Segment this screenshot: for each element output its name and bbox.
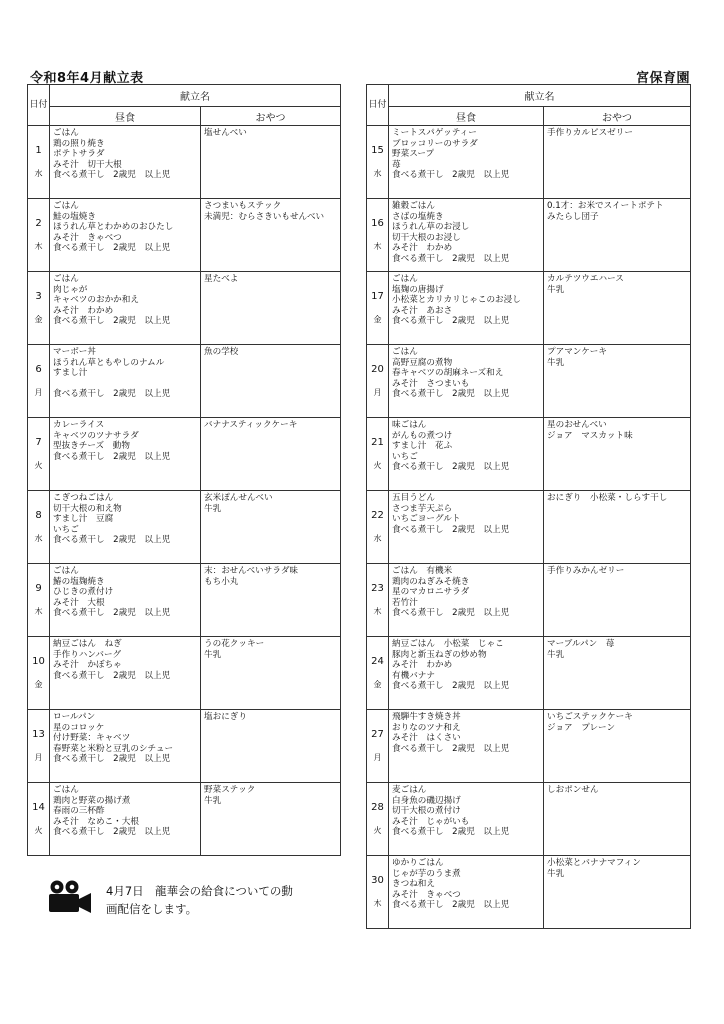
lunch-cell bbox=[50, 126, 201, 199]
snack-item: 玄米ぽんせんべい bbox=[204, 493, 273, 503]
day-number: 6 bbox=[35, 363, 42, 375]
snack-item: ジョア マスカット味 bbox=[547, 430, 633, 441]
lunch-item: いちごヨーグルト bbox=[392, 514, 461, 525]
lunch-item: 食べる煮干し 2歳児 以上児 bbox=[392, 316, 510, 327]
day-number: 3 bbox=[35, 290, 42, 302]
lunch-item: いちご bbox=[392, 451, 418, 462]
day-number: 27 bbox=[371, 728, 384, 740]
snack-item: さつまいもステック bbox=[204, 201, 282, 211]
lunch-item: ミートスパゲッティー bbox=[392, 128, 477, 138]
lunch-item: 食べる煮干し 2歳児 以上児 bbox=[53, 827, 171, 838]
lunch-item: ごはん bbox=[392, 274, 418, 284]
lunch-item: 食べる煮干し 2歳児 以上児 bbox=[392, 389, 510, 400]
lunch-item: 手作りハンバーグ bbox=[53, 649, 122, 660]
lunch-item: 野菜スープ bbox=[392, 149, 435, 160]
lunch-cell bbox=[389, 564, 544, 637]
day-number: 10 bbox=[32, 655, 45, 667]
lunch-item: 食べる煮干し 2歳児 以上児 bbox=[392, 253, 510, 264]
snack-item: 手作りみかんゼリー bbox=[547, 566, 625, 576]
lunch-item: 高野豆腐の煮物 bbox=[392, 357, 453, 368]
weekday: 金 bbox=[373, 679, 382, 689]
lunch-item: 納豆ごはん 小松菜 じゃこ bbox=[392, 639, 504, 649]
day-cell bbox=[367, 710, 389, 783]
menu-name-header: 献立名 bbox=[389, 85, 691, 107]
lunch-item: 納豆ごはん ねぎ bbox=[53, 639, 122, 649]
lunch-item: ほうれん草とわかめのおひたし bbox=[53, 222, 174, 233]
lunch-cell bbox=[50, 345, 201, 418]
lunch-item: 付け野菜：キャベツ bbox=[53, 733, 131, 744]
snack-item: しおポンせん bbox=[547, 785, 599, 795]
menu-row bbox=[367, 710, 691, 783]
snack-item: ジョア プレーン bbox=[547, 722, 616, 733]
day-cell bbox=[367, 783, 389, 856]
day-number: 9 bbox=[35, 582, 42, 594]
day-number: 15 bbox=[371, 144, 384, 156]
lunch-item: 食べる煮干し 2歳児 以上児 bbox=[392, 170, 510, 181]
snack-cell bbox=[544, 637, 691, 710]
lunch-cell bbox=[389, 272, 544, 345]
lunch-item: ごはん bbox=[392, 347, 418, 357]
lunch-item: 食べる煮干し 2歳児 以上児 bbox=[53, 670, 171, 681]
snack-item: 野菜ステック bbox=[204, 785, 256, 795]
snack-cell bbox=[544, 783, 691, 856]
day-number: 21 bbox=[371, 436, 384, 448]
lunch-item: 有機バナナ bbox=[392, 670, 435, 681]
lunch-item: 食べる煮干し 2歳児 以上児 bbox=[392, 681, 510, 692]
snack-item: 星たべよ bbox=[204, 274, 239, 284]
lunch-cell bbox=[50, 783, 201, 856]
lunch-item: みそ汁 はくさい bbox=[392, 733, 461, 744]
snack-cell bbox=[201, 126, 341, 199]
snack-cell bbox=[201, 272, 341, 345]
day-cell bbox=[367, 199, 389, 272]
day-cell bbox=[367, 856, 389, 929]
snack-item: 塩せんべい bbox=[204, 128, 247, 138]
day-number: 24 bbox=[371, 655, 384, 667]
lunch-item: ほうれん草ともやしのナムル bbox=[53, 357, 165, 368]
lunch-item: ほうれん草のお浸し bbox=[392, 222, 470, 233]
snack-cell bbox=[201, 199, 341, 272]
snack-item: 手作りカルピスゼリー bbox=[547, 128, 633, 138]
day-cell bbox=[367, 272, 389, 345]
snack-item: うの花クッキー bbox=[204, 639, 265, 649]
lunch-item: みそ汁 切干大根 bbox=[53, 159, 122, 170]
day-number: 17 bbox=[371, 290, 384, 302]
lunch-item: ごはん bbox=[53, 785, 79, 795]
day-number: 28 bbox=[371, 801, 384, 813]
snack-cell bbox=[544, 272, 691, 345]
snack-item: 牛乳 bbox=[547, 357, 565, 368]
weekday: 火 bbox=[373, 460, 382, 470]
day-cell bbox=[28, 345, 50, 418]
lunch-cell bbox=[389, 783, 544, 856]
snack-cell bbox=[201, 783, 341, 856]
snack-item: いちごステックケーキ bbox=[547, 712, 633, 722]
lunch-item: 食べる煮干し 2歳児 以上児 bbox=[53, 608, 171, 619]
lunch-item: マーボー丼 bbox=[53, 347, 96, 357]
lunch-item: 食べる煮干し 2歳児 以上児 bbox=[53, 389, 171, 400]
lunch-item: みそ汁 なめこ・大根 bbox=[53, 816, 139, 827]
day-cell bbox=[367, 345, 389, 418]
menu-row bbox=[28, 491, 341, 564]
weekday: 金 bbox=[34, 679, 43, 689]
snack-item: マーブルパン 苺 bbox=[547, 639, 615, 649]
lunch-item: みそ汁 わかめ bbox=[392, 660, 453, 671]
snack-item: 塩おにぎり bbox=[204, 712, 247, 722]
day-cell bbox=[28, 637, 50, 710]
lunch-item: 鰆の塩麹焼き bbox=[53, 576, 105, 587]
lunch-item: 食べる煮干し 2歳児 以上児 bbox=[392, 608, 510, 619]
lunch-item: ブロッコリーのサラダ bbox=[392, 138, 478, 149]
lunch-cell bbox=[389, 637, 544, 710]
lunch-cell bbox=[389, 418, 544, 491]
lunch-item: 切干大根の和え物 bbox=[53, 503, 122, 514]
lunch-cell bbox=[389, 491, 544, 564]
day-cell bbox=[28, 564, 50, 637]
lunch-item: 鶏肉のねぎみそ焼き bbox=[392, 576, 470, 587]
lunch-item: 食べる煮干し 2歳児 以上児 bbox=[53, 451, 171, 462]
snack-item: バナナスティックケーキ bbox=[204, 420, 298, 430]
menu-row bbox=[28, 345, 341, 418]
weekday: 木 bbox=[373, 898, 382, 908]
lunch-item: さつま芋天ぷら bbox=[392, 503, 453, 514]
lunch-item: 食べる煮干し 2歳児 以上児 bbox=[53, 170, 171, 181]
weekday: 火 bbox=[34, 460, 43, 470]
day-number: 22 bbox=[371, 509, 384, 521]
snack-cell bbox=[544, 491, 691, 564]
lunch-item: 食べる煮干し 2歳児 以上児 bbox=[392, 462, 510, 473]
weekday: 水 bbox=[373, 533, 382, 543]
menu-row bbox=[28, 637, 341, 710]
lunch-item: さばの塩焼き bbox=[392, 211, 444, 222]
lunch-item: 春野菜と米粉と豆乳のシチュー bbox=[53, 743, 174, 754]
movie-camera-icon bbox=[46, 880, 92, 914]
lunch-item: 塩麹の唐揚げ bbox=[392, 284, 444, 295]
day-number: 1 bbox=[35, 144, 42, 156]
menu-row bbox=[367, 199, 691, 272]
day-number: 2 bbox=[35, 217, 42, 229]
weekday: 月 bbox=[34, 387, 43, 397]
lunch-item: いちご bbox=[53, 524, 79, 535]
lunch-item: 食べる煮干し 2歳児 以上児 bbox=[53, 243, 171, 254]
lunch-header: 昼食 bbox=[50, 107, 201, 126]
menu-row bbox=[367, 637, 691, 710]
snack-cell bbox=[201, 491, 341, 564]
menu-row bbox=[367, 418, 691, 491]
lunch-item: 食べる煮干し 2歳児 以上児 bbox=[53, 316, 171, 327]
lunch-item: 鮭の塩焼き bbox=[53, 211, 96, 222]
snack-item: 魚の学校 bbox=[204, 347, 239, 357]
lunch-item: 食べる煮干し 2歳児 以上児 bbox=[53, 535, 171, 546]
snack-cell bbox=[544, 564, 691, 637]
lunch-cell bbox=[389, 126, 544, 199]
lunch-item: ごはん bbox=[53, 566, 79, 576]
snack-cell bbox=[201, 564, 341, 637]
lunch-item: 星のコロッケ bbox=[53, 722, 105, 733]
menu-row bbox=[367, 126, 691, 199]
snack-item: もち小丸 bbox=[204, 576, 239, 587]
snack-item: 末：おせんべいサラダ味 bbox=[204, 566, 299, 576]
lunch-item: ポテトサラダ bbox=[53, 149, 105, 160]
menu-row bbox=[367, 272, 691, 345]
snack-header: おやつ bbox=[544, 107, 691, 126]
snack-item: 星のおせんべい bbox=[547, 420, 607, 430]
page-title: 令和8年4月献立表 bbox=[30, 71, 144, 86]
snack-cell bbox=[544, 345, 691, 418]
snack-cell bbox=[201, 345, 341, 418]
menu-table-right bbox=[366, 84, 691, 929]
lunch-item: 五目うどん bbox=[392, 493, 435, 503]
snack-item: 牛乳 bbox=[204, 503, 222, 514]
lunch-item: 食べる煮干し 2歳児 以上児 bbox=[392, 900, 510, 911]
menu-table-left bbox=[27, 84, 341, 856]
lunch-item: 星のマカロニサラダ bbox=[392, 587, 470, 598]
lunch-item: 切干大根のお浸し bbox=[392, 232, 461, 243]
lunch-item: 肉じゃが bbox=[53, 284, 88, 295]
weekday: 月 bbox=[373, 752, 382, 762]
lunch-item: キャベツのツナサラダ bbox=[53, 430, 139, 441]
weekday: 火 bbox=[373, 825, 382, 835]
lunch-item: ごはん bbox=[53, 201, 79, 211]
menu-row bbox=[367, 783, 691, 856]
snack-cell bbox=[544, 710, 691, 783]
menu-row bbox=[28, 418, 341, 491]
snack-item: 0.1才：お米でスイートポテト bbox=[547, 201, 664, 211]
day-cell bbox=[28, 199, 50, 272]
day-cell bbox=[367, 491, 389, 564]
lunch-item: ごはん bbox=[53, 274, 79, 284]
lunch-item: みそ汁 わかめ bbox=[53, 305, 114, 316]
day-header: 日付 bbox=[28, 85, 50, 126]
lunch-item: こぎつねごはん bbox=[53, 493, 114, 503]
lunch-item: 飛騨牛すき焼き丼 bbox=[392, 712, 461, 722]
lunch-cell bbox=[50, 491, 201, 564]
snack-item: プアマンケーキ bbox=[547, 347, 607, 357]
lunch-item: みそ汁 さつまいも bbox=[392, 378, 470, 389]
lunch-item: 若竹汁 bbox=[392, 597, 418, 608]
lunch-item: 苺 bbox=[392, 159, 401, 170]
lunch-item: ゆかりごはん bbox=[392, 858, 444, 868]
snack-item: みたらし団子 bbox=[547, 211, 599, 222]
weekday: 木 bbox=[373, 241, 382, 251]
weekday: 木 bbox=[373, 606, 382, 616]
lunch-item: 春キャベツの胡麻ネーズ和え bbox=[392, 368, 504, 379]
snack-cell bbox=[201, 710, 341, 783]
menu-row bbox=[367, 856, 691, 929]
lunch-item: 雑穀ごはん bbox=[392, 201, 435, 211]
menu-row bbox=[367, 564, 691, 637]
weekday: 金 bbox=[373, 314, 382, 324]
snack-item: カルテツウエハース bbox=[547, 274, 624, 284]
snack-item: おにぎり 小松菜・しらす干し bbox=[547, 493, 668, 503]
lunch-item: ロールパン bbox=[53, 712, 96, 722]
snack-cell bbox=[544, 199, 691, 272]
snack-header: おやつ bbox=[201, 107, 341, 126]
day-cell bbox=[28, 710, 50, 783]
lunch-item: 食べる煮干し 2歳児 以上児 bbox=[392, 827, 510, 838]
lunch-item: ごはん 有機米 bbox=[392, 566, 453, 576]
menu-row bbox=[28, 564, 341, 637]
notice-text-line-2: 画配信をします。 bbox=[106, 902, 198, 916]
day-cell bbox=[28, 272, 50, 345]
lunch-item: ひじきの煮付け bbox=[53, 587, 114, 598]
menu-row bbox=[367, 491, 691, 564]
day-number: 16 bbox=[371, 217, 384, 229]
day-cell bbox=[367, 418, 389, 491]
day-cell bbox=[367, 564, 389, 637]
lunch-item: みそ汁 きゃべつ bbox=[53, 232, 122, 243]
lunch-item: みそ汁 かぼちゃ bbox=[53, 660, 122, 671]
weekday: 水 bbox=[34, 168, 43, 178]
lunch-item: みそ汁 大根 bbox=[53, 597, 105, 608]
lunch-item: すまし汁 豆腐 bbox=[53, 514, 114, 525]
weekday: 水 bbox=[34, 533, 43, 543]
lunch-item: 切干大根の煮付け bbox=[392, 806, 461, 817]
menu-row bbox=[367, 345, 691, 418]
lunch-cell bbox=[389, 710, 544, 783]
day-cell bbox=[28, 783, 50, 856]
lunch-cell bbox=[50, 564, 201, 637]
lunch-item: がんもの煮つけ bbox=[392, 430, 453, 441]
lunch-item: 鶏肉と野菜の揚げ煮 bbox=[53, 795, 131, 806]
snack-cell bbox=[201, 637, 341, 710]
day-header: 日付 bbox=[367, 85, 389, 126]
menu-row bbox=[28, 710, 341, 783]
weekday: 金 bbox=[34, 314, 43, 324]
weekday: 木 bbox=[34, 606, 43, 616]
lunch-item: 食べる煮干し 2歳児 以上児 bbox=[392, 743, 510, 754]
lunch-item: 豚肉と新玉ねぎの炒め物 bbox=[392, 649, 487, 660]
snack-item: 牛乳 bbox=[547, 649, 565, 660]
snack-item: 未満児：むらさきいもせんべい bbox=[204, 211, 325, 222]
weekday: 木 bbox=[34, 241, 43, 251]
menu-name-header: 献立名 bbox=[50, 85, 341, 107]
lunch-item: みそ汁 きゃべつ bbox=[392, 889, 461, 900]
lunch-item: じゃが芋のうま煮 bbox=[392, 868, 461, 879]
day-cell bbox=[367, 637, 389, 710]
lunch-item: 小松菜とカリカリじゃこのお浸し bbox=[392, 295, 521, 306]
menu-row bbox=[28, 272, 341, 345]
lunch-cell bbox=[389, 345, 544, 418]
snack-cell bbox=[544, 418, 691, 491]
day-cell bbox=[28, 491, 50, 564]
notice-text-line-1: 4月7日 龍華会の給食についての動 bbox=[106, 884, 293, 898]
snack-item: 小松菜とバナナマフィン bbox=[547, 858, 641, 868]
lunch-item: きつね和え bbox=[392, 879, 435, 890]
lunch-cell bbox=[50, 418, 201, 491]
lunch-item: みそ汁 わかめ bbox=[392, 243, 453, 254]
day-cell bbox=[28, 418, 50, 491]
snack-cell bbox=[544, 856, 691, 929]
menu-row bbox=[28, 199, 341, 272]
snack-item: 牛乳 bbox=[204, 649, 222, 660]
weekday: 水 bbox=[373, 168, 382, 178]
menu-row bbox=[28, 783, 341, 856]
lunch-item: おりなのツナ和え bbox=[392, 722, 461, 733]
lunch-item: 鶏の照り焼き bbox=[53, 138, 105, 149]
lunch-item: 食べる煮干し 2歳児 以上児 bbox=[53, 754, 171, 765]
lunch-item: 春雨の三杯酢 bbox=[53, 806, 105, 817]
lunch-cell bbox=[389, 199, 544, 272]
day-cell bbox=[367, 126, 389, 199]
lunch-item: 白身魚の磯辺揚げ bbox=[392, 795, 461, 806]
lunch-header: 昼食 bbox=[389, 107, 544, 126]
weekday: 月 bbox=[34, 752, 43, 762]
snack-item: 牛乳 bbox=[547, 284, 565, 295]
lunch-item: みそ汁 じゃがいも bbox=[392, 816, 470, 827]
lunch-item: 麦ごはん bbox=[392, 785, 427, 795]
lunch-item: キャベツのおかか和え bbox=[53, 295, 139, 306]
snack-item: 牛乳 bbox=[204, 795, 222, 806]
weekday: 火 bbox=[34, 825, 43, 835]
day-number: 30 bbox=[371, 874, 384, 886]
lunch-item: みそ汁 あおさ bbox=[392, 305, 453, 316]
day-cell bbox=[28, 126, 50, 199]
lunch-item: カレーライス bbox=[53, 420, 105, 430]
weekday: 月 bbox=[373, 387, 382, 397]
snack-item: 牛乳 bbox=[547, 868, 565, 879]
lunch-cell bbox=[50, 710, 201, 783]
day-number: 7 bbox=[35, 436, 42, 448]
lunch-item bbox=[53, 379, 198, 390]
notice bbox=[46, 876, 336, 926]
lunch-item: 型抜きチーズ 動物 bbox=[53, 441, 130, 452]
lunch-item: 味ごはん bbox=[392, 420, 427, 430]
snack-cell bbox=[544, 126, 691, 199]
day-number: 8 bbox=[35, 509, 42, 521]
day-number: 14 bbox=[32, 801, 45, 813]
lunch-cell bbox=[389, 856, 544, 929]
day-number: 23 bbox=[371, 582, 384, 594]
day-number: 13 bbox=[32, 728, 45, 740]
lunch-item: 食べる煮干し 2歳児 以上児 bbox=[392, 524, 510, 535]
lunch-item: すまし汁 花ふ bbox=[392, 441, 453, 452]
day-number: 20 bbox=[371, 363, 384, 375]
lunch-item: ごはん bbox=[53, 128, 79, 138]
facility-name: 宮保育園 bbox=[635, 71, 690, 86]
lunch-cell bbox=[50, 272, 201, 345]
lunch-cell bbox=[50, 637, 201, 710]
menu-row bbox=[28, 126, 341, 199]
lunch-cell bbox=[50, 199, 201, 272]
snack-cell bbox=[201, 418, 341, 491]
lunch-item: すまし汁 bbox=[53, 368, 88, 379]
